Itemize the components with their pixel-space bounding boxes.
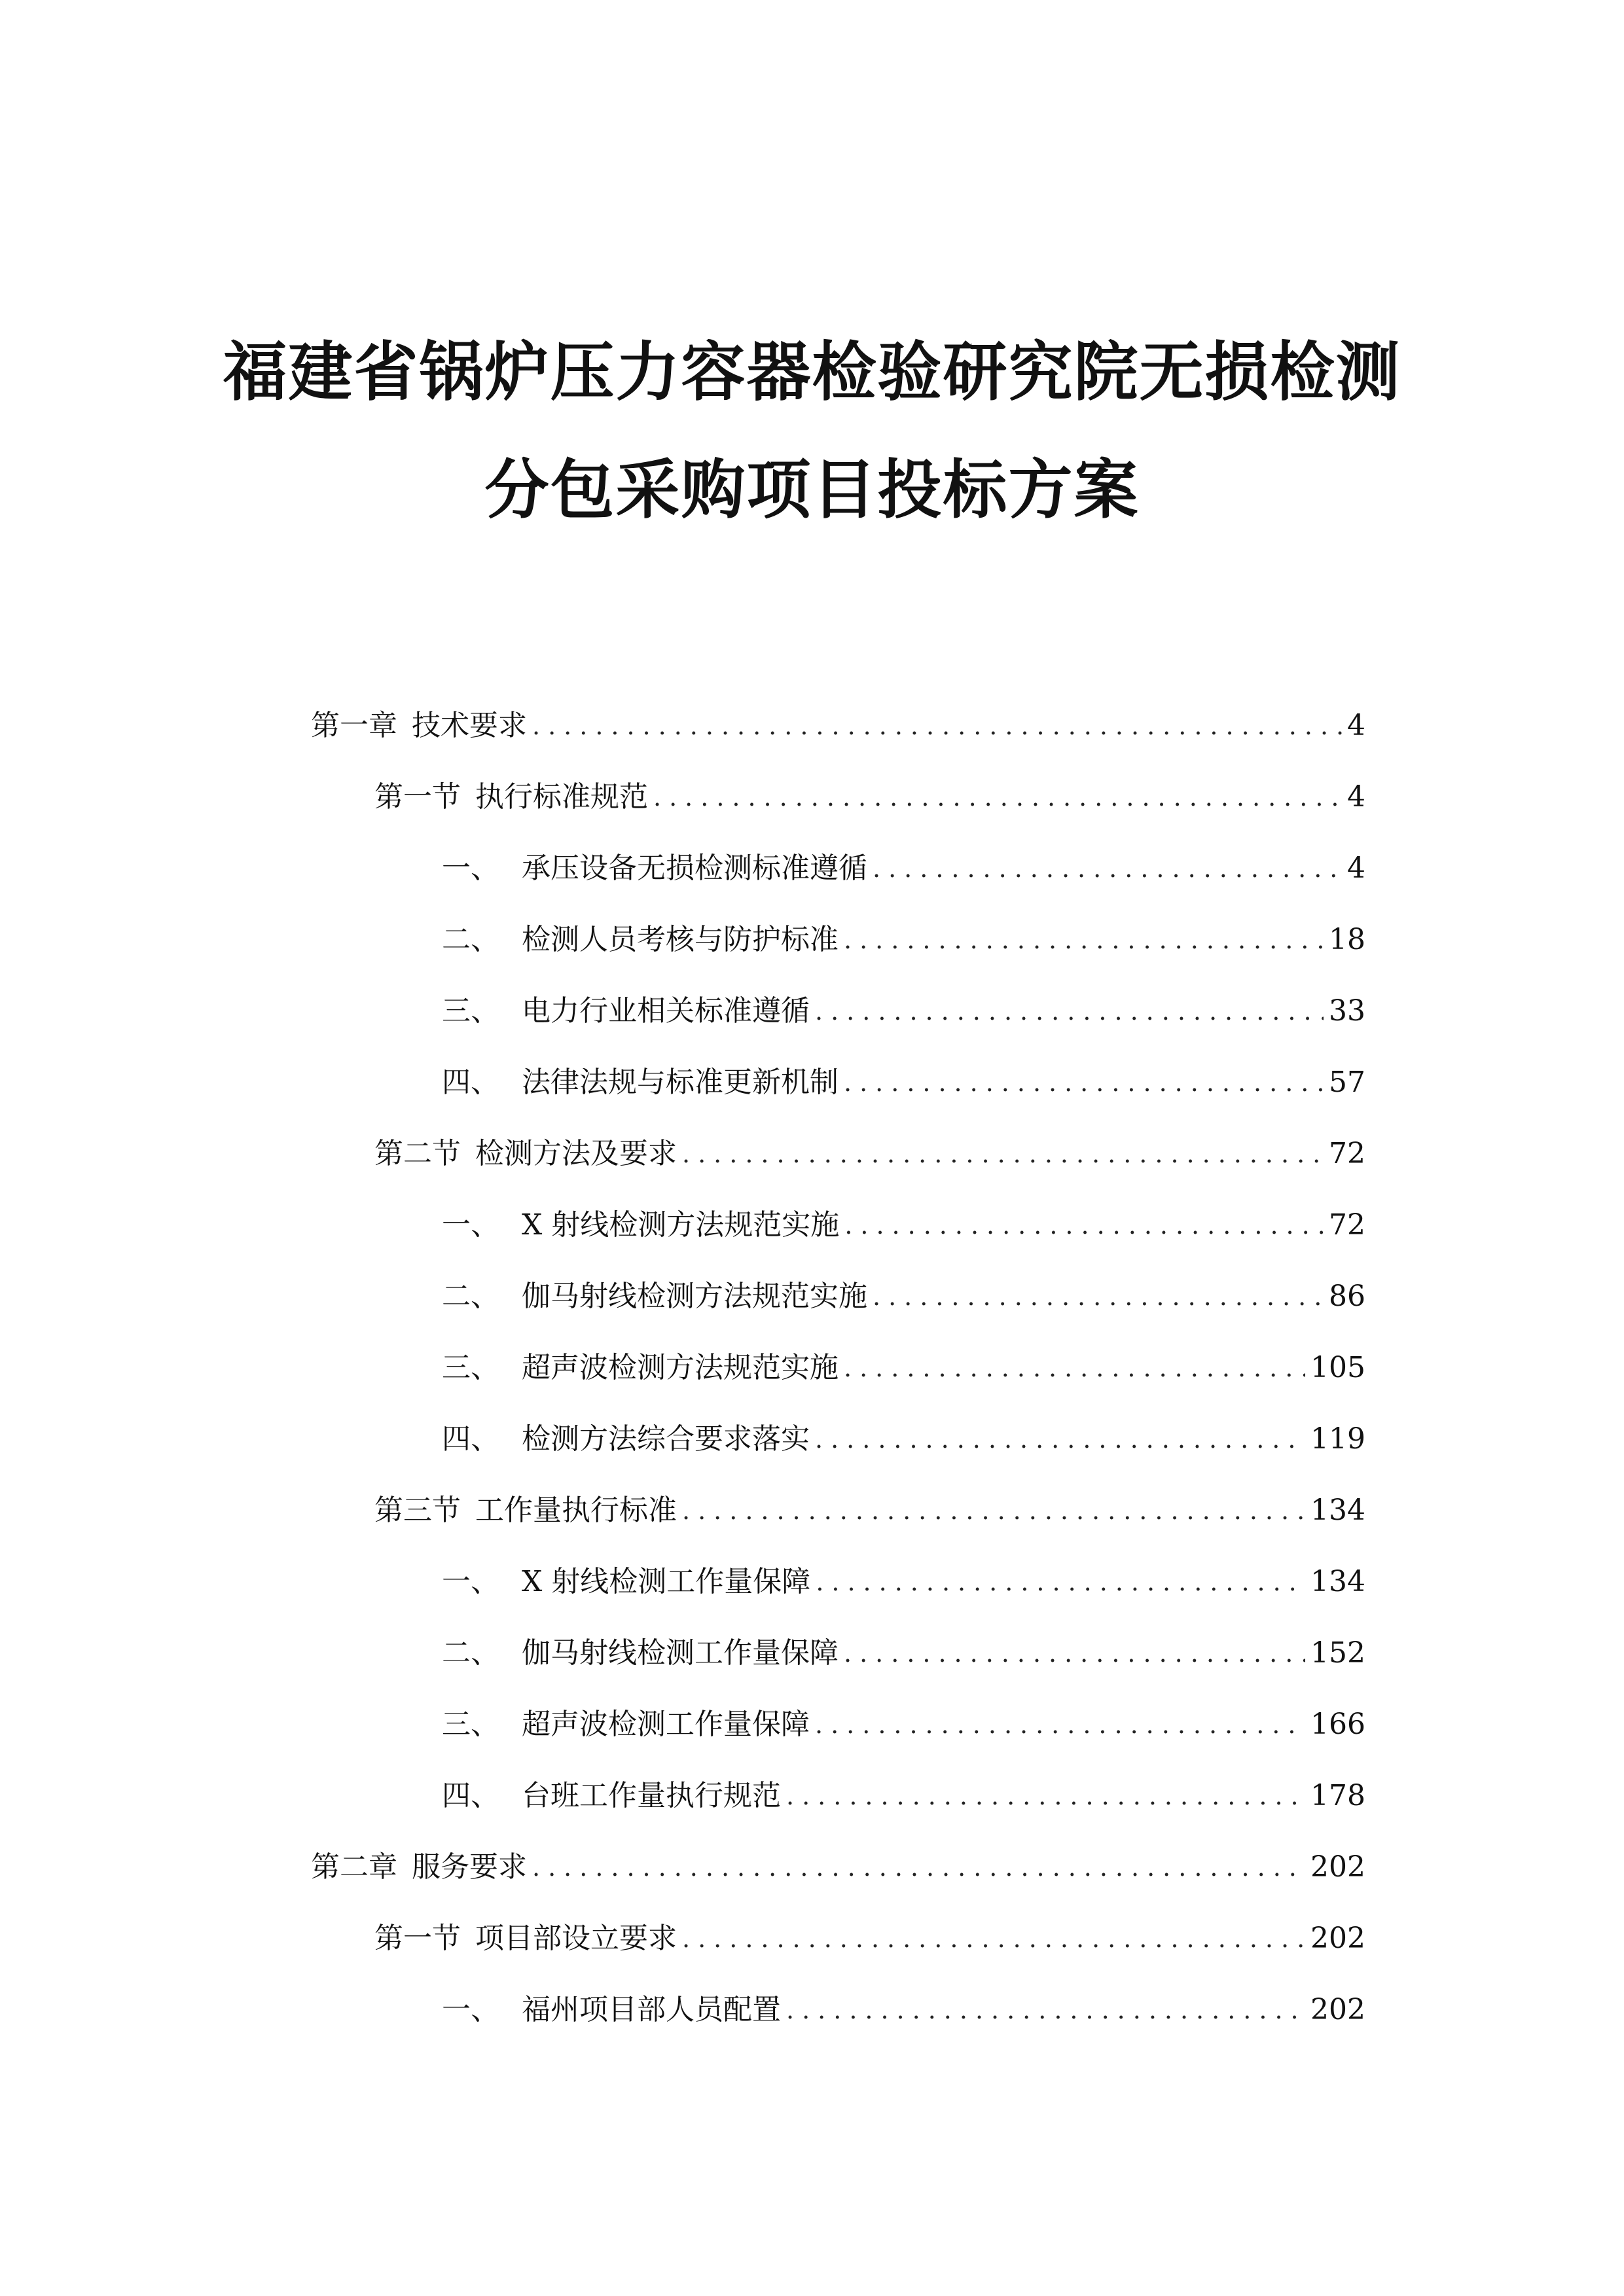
toc-number: 第二节 <box>374 1137 461 1170</box>
toc-leader-dots <box>873 1277 1324 1316</box>
toc-leader-dots <box>844 1063 1324 1102</box>
toc-page-number: 105 <box>1310 1351 1365 1384</box>
toc-section[interactable] <box>374 1919 1365 1958</box>
toc-subsection[interactable] <box>442 1705 1365 1744</box>
document-title-line-1: 福建省锅炉压力容器检验研究院无损检测 <box>223 335 1401 410</box>
toc-leader-dots <box>532 706 1342 745</box>
toc-number: 二、 <box>442 1636 499 1670</box>
toc-number: 第一节 <box>374 780 461 814</box>
toc-number: 三、 <box>442 1351 499 1384</box>
toc-number: 第三节 <box>374 1494 461 1527</box>
toc-page-number: 57 <box>1329 1066 1365 1099</box>
toc-subsection[interactable] <box>442 920 1365 960</box>
toc-number: 一、 <box>442 1208 499 1242</box>
toc-leader-dots <box>653 778 1342 817</box>
toc-subsection[interactable] <box>442 1348 1365 1388</box>
toc-subsection[interactable] <box>442 1990 1365 2030</box>
toc-page-number: 18 <box>1329 923 1365 956</box>
toc-number: 四、 <box>442 1066 499 1099</box>
toc-title: 承压设备无损检测标准遵循 <box>522 852 867 885</box>
document-title-line-2: 分包采购项目投标方案 <box>484 453 1140 528</box>
toc-subsection[interactable] <box>442 1063 1365 1102</box>
toc-title: 福州项目部人员配置 <box>522 1993 781 2026</box>
toc-page-number: 86 <box>1329 1280 1365 1313</box>
toc-subsection[interactable] <box>442 1562 1365 1602</box>
toc-subsection[interactable] <box>442 1420 1365 1459</box>
toc-leader-dots <box>815 1420 1305 1459</box>
toc-section[interactable] <box>374 778 1365 817</box>
toc-leader-dots <box>815 992 1324 1031</box>
toc-subsection[interactable] <box>442 849 1365 888</box>
toc-chapter-2[interactable] <box>311 1848 1365 1887</box>
toc-page-number: 178 <box>1310 1779 1365 1812</box>
toc-title: 项目部设立要求 <box>475 1922 677 1955</box>
toc-title: 检测人员考核与防护标准 <box>522 923 839 956</box>
toc-page-number: 202 <box>1310 1922 1365 1955</box>
toc-page-number: 4 <box>1347 709 1365 742</box>
toc-leader-dots <box>682 1134 1324 1174</box>
toc-number: 四、 <box>442 1422 499 1456</box>
toc-number: 三、 <box>442 994 499 1028</box>
toc-title: 工作量执行标准 <box>475 1494 677 1527</box>
toc-number: 一、 <box>442 852 499 885</box>
toc-page-number: 134 <box>1310 1565 1365 1598</box>
toc-title: 伽马射线检测方法规范实施 <box>522 1280 867 1313</box>
toc-title: 检测方法综合要求落实 <box>522 1422 810 1456</box>
toc-leader-dots <box>786 1990 1305 2030</box>
toc-number: 二、 <box>442 923 499 956</box>
toc-leader-dots <box>815 1705 1305 1744</box>
toc-page-number: 166 <box>1310 1708 1365 1741</box>
toc-leader-dots <box>873 849 1342 888</box>
toc-number: 二、 <box>442 1280 499 1313</box>
toc-subsection[interactable] <box>442 1206 1365 1245</box>
toc-number: 第一章 <box>311 709 397 742</box>
toc-page-number: 72 <box>1329 1208 1365 1242</box>
toc-leader-dots <box>682 1491 1305 1530</box>
toc-page-number: 4 <box>1347 780 1365 814</box>
toc-number: 三、 <box>442 1708 499 1741</box>
toc-title: 法律法规与标准更新机制 <box>522 1066 839 1099</box>
toc-subsection[interactable] <box>442 1634 1365 1673</box>
toc-chapter-1[interactable] <box>311 706 1365 745</box>
toc-title: X 射线检测工作量保障 <box>522 1565 811 1598</box>
toc-leader-dots <box>844 1634 1305 1673</box>
toc-leader-dots <box>786 1776 1305 1816</box>
toc-leader-dots <box>532 1848 1305 1887</box>
toc-subsection[interactable] <box>442 1776 1365 1816</box>
toc-page-number: 152 <box>1310 1636 1365 1670</box>
toc-title: 电力行业相关标准遵循 <box>522 994 810 1028</box>
toc-title: 执行标准规范 <box>475 780 648 814</box>
toc-number: 四、 <box>442 1779 499 1812</box>
toc-leader-dots <box>816 1562 1305 1602</box>
toc-leader-dots <box>844 1348 1305 1388</box>
toc-leader-dots <box>682 1919 1305 1958</box>
toc-leader-dots <box>844 920 1324 960</box>
toc-number: 第二章 <box>311 1850 397 1884</box>
toc-title: 服务要求 <box>412 1850 527 1884</box>
toc-page-number: 4 <box>1347 852 1365 885</box>
toc-page-number: 72 <box>1329 1137 1365 1170</box>
toc-subsection[interactable] <box>442 992 1365 1031</box>
toc-title: 技术要求 <box>412 709 527 742</box>
toc-number: 第一节 <box>374 1922 461 1955</box>
toc-title: X 射线检测方法规范实施 <box>522 1208 840 1242</box>
toc-number: 一、 <box>442 1993 499 2026</box>
toc-title: 伽马射线检测工作量保障 <box>522 1636 839 1670</box>
toc-leader-dots <box>844 1206 1324 1245</box>
toc-subsection[interactable] <box>442 1277 1365 1316</box>
toc-title: 超声波检测方法规范实施 <box>522 1351 839 1384</box>
toc-page-number: 202 <box>1310 1850 1365 1884</box>
toc-title: 超声波检测工作量保障 <box>522 1708 810 1741</box>
toc-page-number: 202 <box>1310 1993 1365 2026</box>
toc-section[interactable] <box>374 1491 1365 1530</box>
toc-title: 台班工作量执行规范 <box>522 1779 781 1812</box>
toc-page-number: 119 <box>1310 1422 1365 1456</box>
toc-page-number: 134 <box>1310 1494 1365 1527</box>
toc-title: 检测方法及要求 <box>475 1137 677 1170</box>
toc-number: 一、 <box>442 1565 499 1598</box>
toc-page-number: 33 <box>1329 994 1365 1028</box>
toc-section[interactable] <box>374 1134 1365 1174</box>
